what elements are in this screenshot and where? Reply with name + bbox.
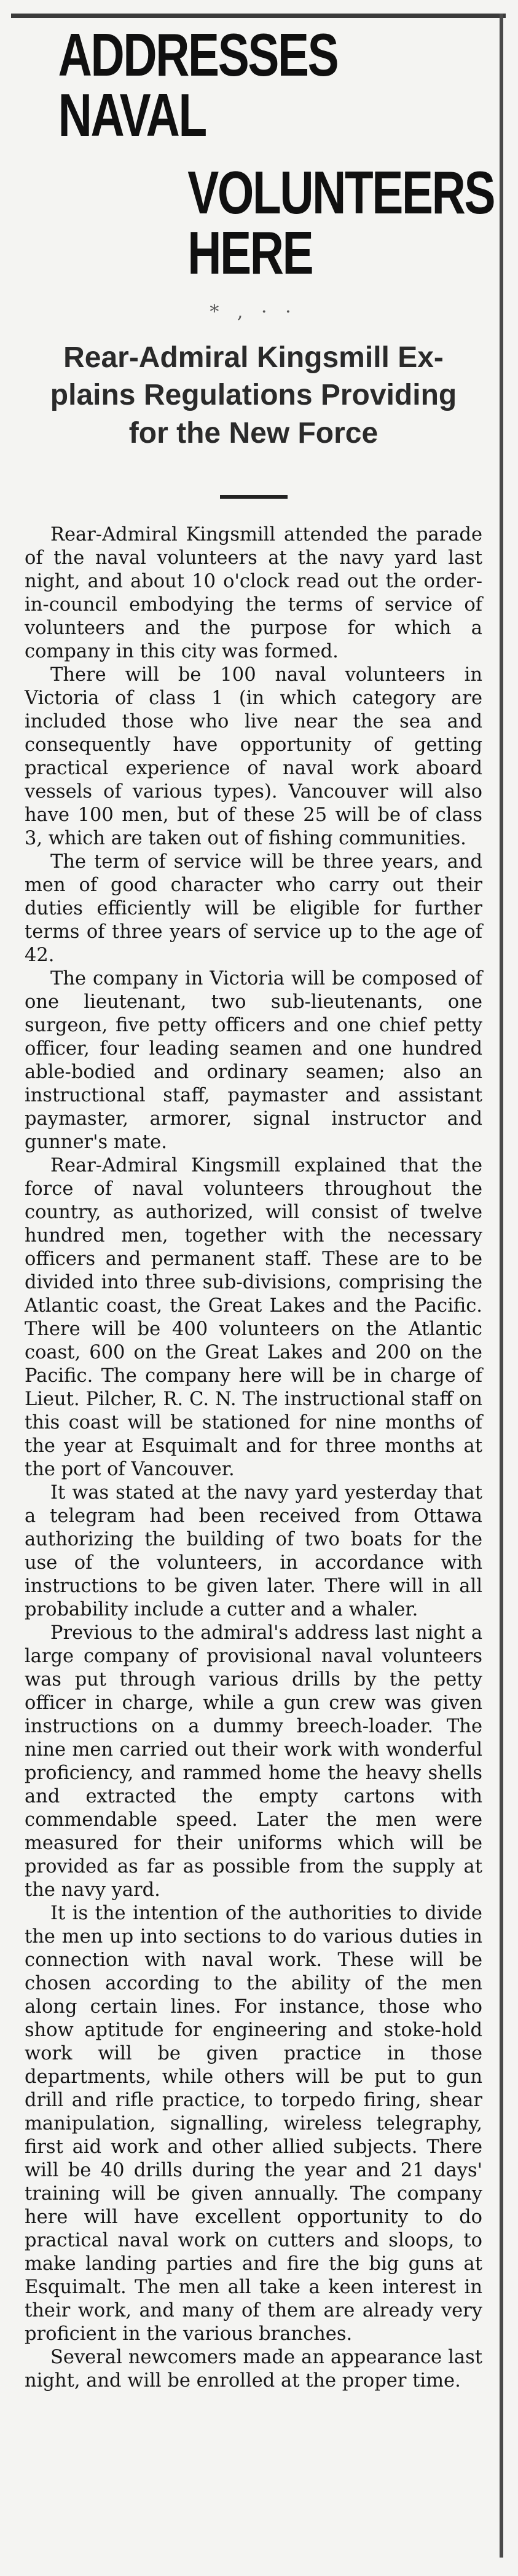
column-rule: [500, 14, 503, 2558]
subheadline-line-3: for the New Force: [128, 416, 379, 450]
subheadline-line-2: plains Regulations Providing: [50, 379, 457, 412]
paragraph: It was stated at the navy yard yesterday that a telegram had been received from Ottawa authorizing the building of two boats for the use of the volunteers, in accordance with instructions to be given later. There will in all probability include a cutter and a whaler.: [25, 1482, 482, 1621]
headline-line-1: ADDRESSES NAVAL: [58, 21, 338, 149]
paragraph: Several newcomers made an appearance last night, and will be enrolled at the proper time.: [25, 2347, 482, 2392]
paragraph: It is the intention of the authorities to divide the men up into sections to do various duties in connection with naval work. These will be chosen according to the ability of the men along certain lines. For instance, those who show aptitude for engineering and stoke-hold work will be given practice in those departments, while others will be put to gun drill and rifle practice, to torpedo firing, shear manipulation, signalling, wireless telegraphy, first aid work and other allied subjects. There will be 40 drills during the year and 21 days' training will be given annually. The company here will have excellent opportunity to do practical naval work on cutters and sloops, to make landing parties and fire the big guns at Esquimalt. The men all take a keen interest in their work, and many of them are already very proficient in the various branches.: [25, 1903, 482, 2345]
paragraph: Previous to the admiral's address last night a large company of provisional naval volunteers was put through various drills by the petty officer in charge, while a gun crew was given instructions on a dummy breech-loader. The nine men carried out their work with wonderful proficiency, and rammed home the heavy shells and extracted the empty cartons with commendable speed. Later the men were measured for their uniforms which will be provided as far as possible from the supply at the navy yard.: [25, 1622, 482, 1901]
paragraph: Rear-Admiral Kingsmill explained that the force of naval volunteers throughout the country, as authorized, will consist of twelve hundred men, together with the necessary officers and permanent staff. These are to be divided into three sub-divisions, comprising the Atlantic coast, the Great Lakes and the Pacific. There will be 400 volunteers on the Atlantic coast, 600 on the Great Lakes and 200 on the Pacific. The company here will be in charge of Lieut. Pilcher, R. C. N. The instructional staff on this coast will be stationed for nine months of the year at Esquimalt and for three months at the port of Vancouver.: [25, 1155, 482, 1481]
paragraph: Rear-Admiral Kingsmill attended the parade of the naval volunteers at the navy yard last night, and about 10 o'clock read out the order-in-council embodying the terms of service of volunteers and the purpose for which a company in this city was formed.: [25, 524, 482, 663]
paragraph: The company in Victoria will be composed of one lieutenant, two sub-lieutenants, one surgeon, five petty officers and one chief petty officer, four leading seamen and one hundred able-bodied and ordinary seamen; also an instructional staff, paymaster and assistant paymaster, armorer, signal instructor and gunner's mate.: [25, 968, 482, 1154]
paragraph: There will be 100 naval volunteers in Victoria of class 1 (in which category are included those who live near the sea and consequently have opportunity of getting practical experience of naval work aboard vessels of various types). Vancouver will also have 100 men, but of these 25 will be of class 3, which are taken out of fishing communities.: [25, 664, 482, 850]
article-body: [25, 523, 482, 2393]
subheadline: [25, 339, 482, 452]
headline-line-2: VOLUNTEERS HERE: [187, 159, 495, 287]
top-rule: [11, 14, 506, 18]
ornament-mark: * , · ·: [210, 301, 297, 323]
divider-rule: [220, 495, 288, 499]
paragraph: The term of service will be three years, and men of good character who carry out their duties efficiently will be eligible for further terms of three years of service up to the age of 42.: [25, 851, 482, 967]
subheadline-line-1: Rear-Admiral Kingsmill Ex-: [63, 341, 444, 374]
article: [25, 21, 495, 2393]
